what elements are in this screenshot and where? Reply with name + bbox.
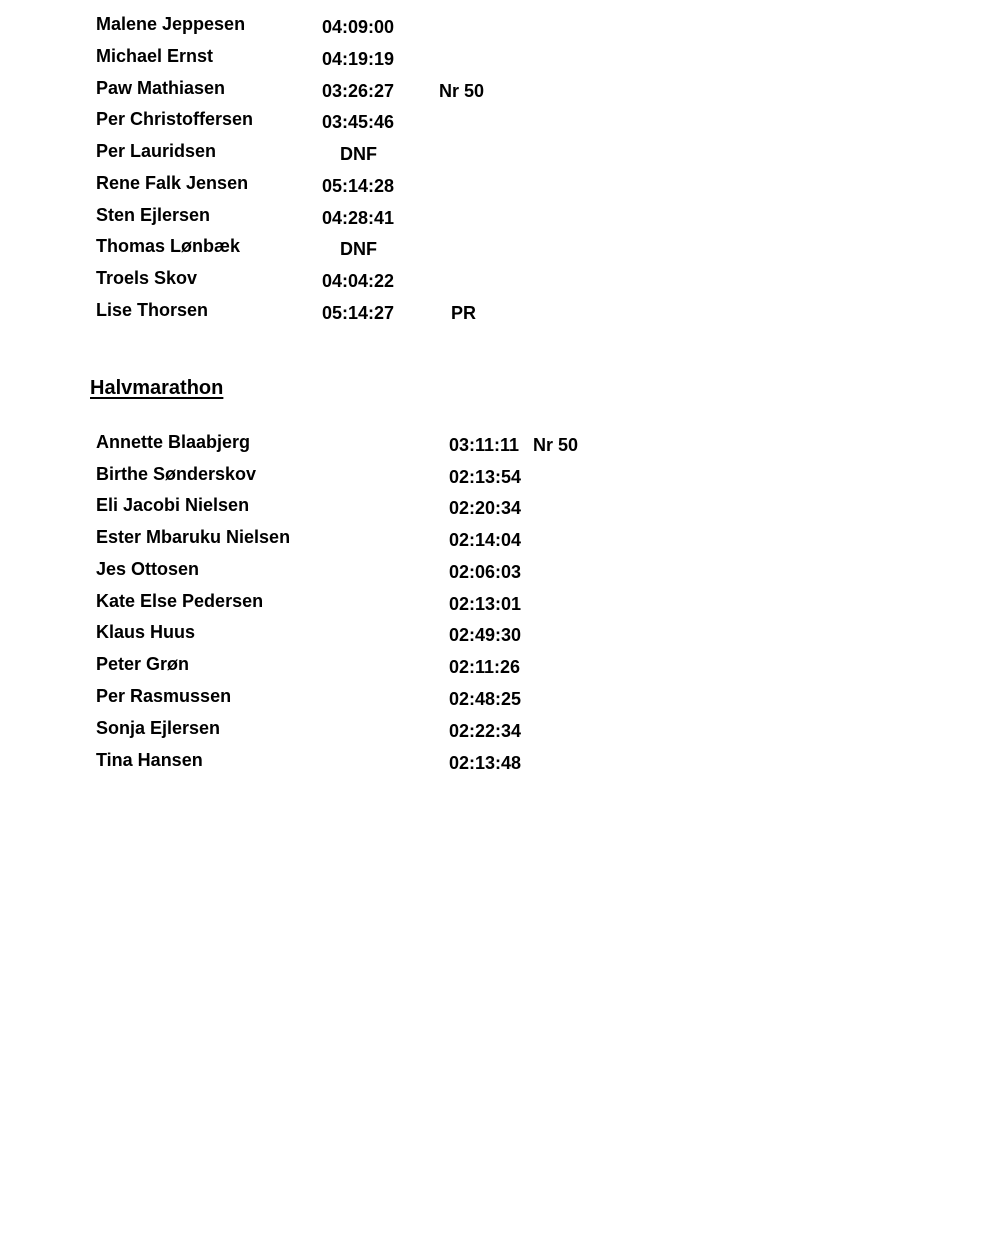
- result-row: [0, 45, 987, 77]
- runner-name: Kate Else Pedersen: [96, 591, 264, 611]
- finish-time: 04:28:41: [322, 208, 395, 228]
- finish-time: 04:04:22: [322, 271, 395, 291]
- runner-name: Tina Hansen: [96, 750, 203, 770]
- result-row: [0, 108, 987, 140]
- result-note: Nr 50: [439, 81, 485, 101]
- runner-name: Per Rasmussen: [96, 686, 232, 706]
- finish-time: 02:22:34: [449, 721, 522, 741]
- result-row: [0, 235, 987, 267]
- result-row: [0, 749, 987, 781]
- finish-time: DNF: [340, 239, 377, 259]
- runner-name: Peter Grøn: [96, 654, 190, 674]
- result-row: [0, 172, 987, 204]
- finish-time: 02:48:25: [449, 689, 522, 709]
- finish-time: 04:09:00: [322, 17, 395, 37]
- result-row: [0, 685, 987, 717]
- result-row: [0, 558, 987, 590]
- finish-time: 04:19:19: [322, 49, 395, 69]
- result-row: [0, 77, 987, 109]
- finish-time: 05:14:27: [322, 303, 395, 323]
- finish-time: 02:13:54: [449, 467, 522, 487]
- finish-time: 02:20:34: [449, 498, 522, 518]
- runner-name: Thomas Lønbæk: [96, 236, 241, 256]
- runner-name: Paw Mathiasen: [96, 78, 226, 98]
- result-row: [0, 494, 987, 526]
- result-row: [0, 526, 987, 558]
- runner-name: Rene Falk Jensen: [96, 173, 249, 193]
- runner-name: Eli Jacobi Nielsen: [96, 495, 250, 515]
- result-row: [0, 299, 987, 331]
- runner-name: Sten Ejlersen: [96, 205, 211, 225]
- finish-time: 02:06:03: [449, 562, 522, 582]
- section-heading-halvmarathon: Halvmarathon: [90, 377, 224, 399]
- runner-name: Per Christoffersen: [96, 109, 254, 129]
- result-note: Nr 50: [533, 435, 579, 455]
- finish-time: DNF: [340, 144, 377, 164]
- result-row: [0, 463, 987, 495]
- result-row: [0, 621, 987, 653]
- result-row: [0, 590, 987, 622]
- runner-name: Lise Thorsen: [96, 300, 209, 320]
- runner-name: Michael Ernst: [96, 46, 214, 66]
- result-row: [0, 140, 987, 172]
- finish-time: 02:11:26: [449, 657, 521, 677]
- finish-time: 02:14:04: [449, 530, 522, 550]
- finish-time: 03:26:27: [322, 81, 395, 101]
- runner-name: Jes Ottosen: [96, 559, 200, 579]
- runner-name: Ester Mbaruku Nielsen: [96, 527, 291, 547]
- result-row: [0, 267, 987, 299]
- finish-time: 02:13:48: [449, 753, 522, 773]
- runner-name: Per Lauridsen: [96, 141, 217, 161]
- runner-name: Klaus Huus: [96, 622, 196, 642]
- result-row: [0, 204, 987, 236]
- runner-name: Annette Blaabjerg: [96, 432, 251, 452]
- finish-time: 02:13:01: [449, 594, 522, 614]
- finish-time: 05:14:28: [322, 176, 395, 196]
- runner-name: Sonja Ejlersen: [96, 718, 221, 738]
- runner-name: Malene Jeppesen: [96, 14, 246, 34]
- finish-time: 02:49:30: [449, 625, 522, 645]
- runner-name: Birthe Sønderskov: [96, 464, 257, 484]
- result-note: PR: [451, 303, 477, 323]
- result-row: [0, 653, 987, 685]
- finish-time: 03:11:11: [449, 435, 520, 455]
- runner-name: Troels Skov: [96, 268, 198, 288]
- finish-time: 03:45:46: [322, 112, 395, 132]
- result-row: [0, 717, 987, 749]
- result-row: [0, 431, 987, 463]
- result-row: [0, 13, 987, 45]
